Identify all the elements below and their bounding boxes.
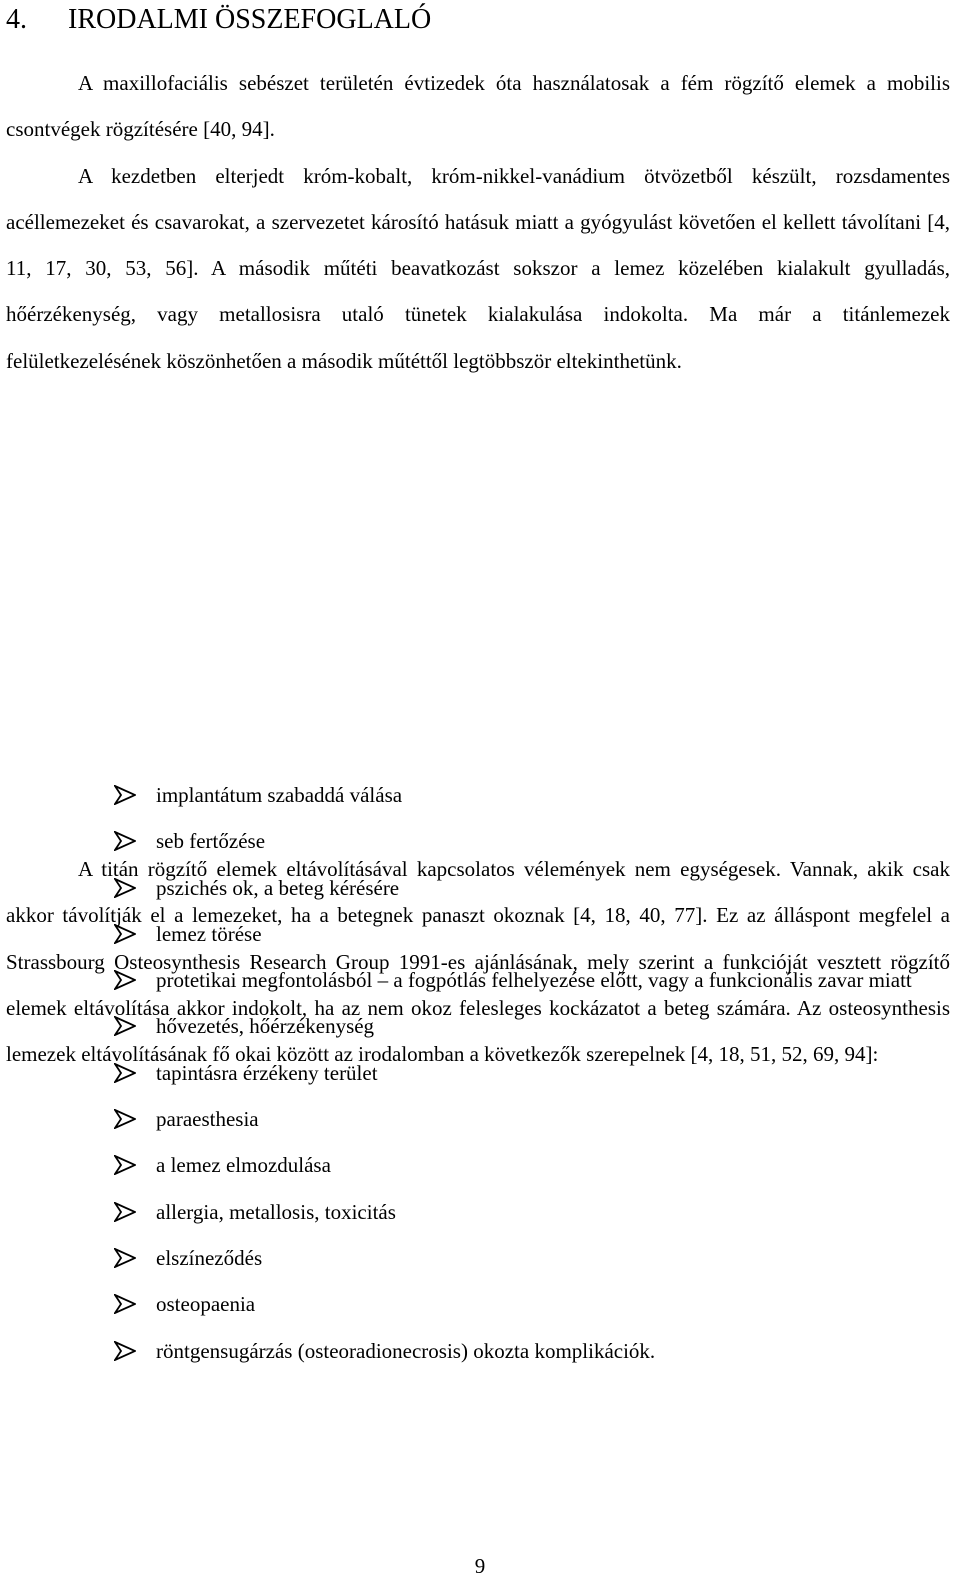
list-item-text: seb fertőzése <box>156 829 266 854</box>
list-item <box>6 772 950 818</box>
page-number: 9 <box>474 1554 486 1578</box>
section-number: 4. <box>6 4 27 35</box>
list-item-text: hővezetés, hőérzékenység <box>156 1014 375 1039</box>
list-item-text: paraesthesia <box>156 1107 259 1132</box>
list-item-text: implantátum szabaddá válása <box>156 783 403 807</box>
section-title: IRODALMI ÖSSZEFOGLALÓ <box>68 4 432 35</box>
arrow-bullet-icon <box>114 1063 136 1083</box>
arrow-bullet-icon <box>114 924 136 944</box>
list-item <box>6 818 950 864</box>
history-paragraph: A kezdetben elterjedt króm-kobalt, króm-nikkel-vanádium ötvözetből készült, rozsdamentes acéllemezeket és csavarokat, a szervezetet károsító hatásuk miatt a gyógyulást követően el kellett távolítani [4, 11, 17, 30, 53, 56]. A második műtéti beavatkozást sokszor a lemez közelében kialakult gyulladás, hőérzékenység, vagy metallosisra utaló tünetek kialakulása indokolta. Ma már a titánlemezek felületkezelésének köszönhetően a második műtéttől legtöbbször eltekinthetünk. <box>6 163 950 373</box>
arrow-bullet-icon <box>114 785 136 805</box>
section-heading <box>6 0 431 40</box>
arrow-bullet-icon <box>114 1294 136 1314</box>
list-item-text: a lemez elmozdulása <box>156 1153 331 1178</box>
list-item-text: elszíneződés <box>156 1245 263 1270</box>
arrow-bullet-icon <box>114 1202 136 1222</box>
list-item <box>6 1281 950 1327</box>
list-item-text: tapintásra érzékeny terület <box>156 1060 378 1085</box>
list-item-text: lemez törése <box>156 921 262 946</box>
list-item-text: röntgensugárzás (osteoradionecrosis) okozta komplikációk. <box>156 1338 656 1363</box>
list-item <box>6 1096 950 1142</box>
list-item <box>6 865 950 911</box>
removal-opinions-paragraph: A titán rögzítő elemek eltávolításával kapcsolatos vélemények nem egységesek. Vannak, akik csak akkor távolítják el a lemezeket, ha a betegnek panaszt okoznak [4, 18, 40, 77]. Ez az álláspont megfelel a Strassbourg Osteosynthesis Research Group 1991-es ajánlásának, mely szerint a funkcióját vesztett rögzítő elemek eltávolítása akkor indokolt, ha az nem okoz felesleges kockázatot a beteg számára. Az osteosynthesis lemezek eltávolításának fő okai között az irodalomban a következők szerepelnek [4, 18, 51, 52, 69, 94]: <box>6 857 950 1067</box>
list-item <box>6 1189 950 1235</box>
list-item <box>6 1235 950 1281</box>
arrow-bullet-icon <box>114 1341 136 1361</box>
list-item <box>6 1003 950 1049</box>
arrow-bullet-icon <box>114 970 136 990</box>
list-item <box>6 1050 950 1096</box>
arrow-bullet-icon <box>114 1109 136 1129</box>
arrow-bullet-icon <box>114 1016 136 1036</box>
list-item-text: protetikai megfontolásból – a fogpótlás felhelyezése előtt, vagy a funkcionális zavar miatt <box>156 968 912 993</box>
list-item-text: pszichés ok, a beteg kérésére <box>156 875 400 900</box>
removal-reasons-list <box>6 772 950 1374</box>
list-item <box>6 1328 950 1374</box>
arrow-bullet-icon <box>114 831 136 851</box>
list-item <box>6 911 950 957</box>
list-item-text: osteopaenia <box>156 1292 256 1317</box>
list-item <box>6 957 950 1003</box>
list-item <box>6 1142 950 1188</box>
arrow-bullet-icon <box>114 1155 136 1175</box>
arrow-bullet-icon <box>114 1248 136 1268</box>
list-item-text: allergia, metallosis, toxicitás <box>156 1199 396 1224</box>
intro-paragraph: A maxillofaciális sebészet területén évtizedek óta használatosak a fém rögzítő elemek a mobilis csontvégek rögzítésére [40, 94]. <box>6 71 950 142</box>
arrow-bullet-icon <box>114 878 136 898</box>
